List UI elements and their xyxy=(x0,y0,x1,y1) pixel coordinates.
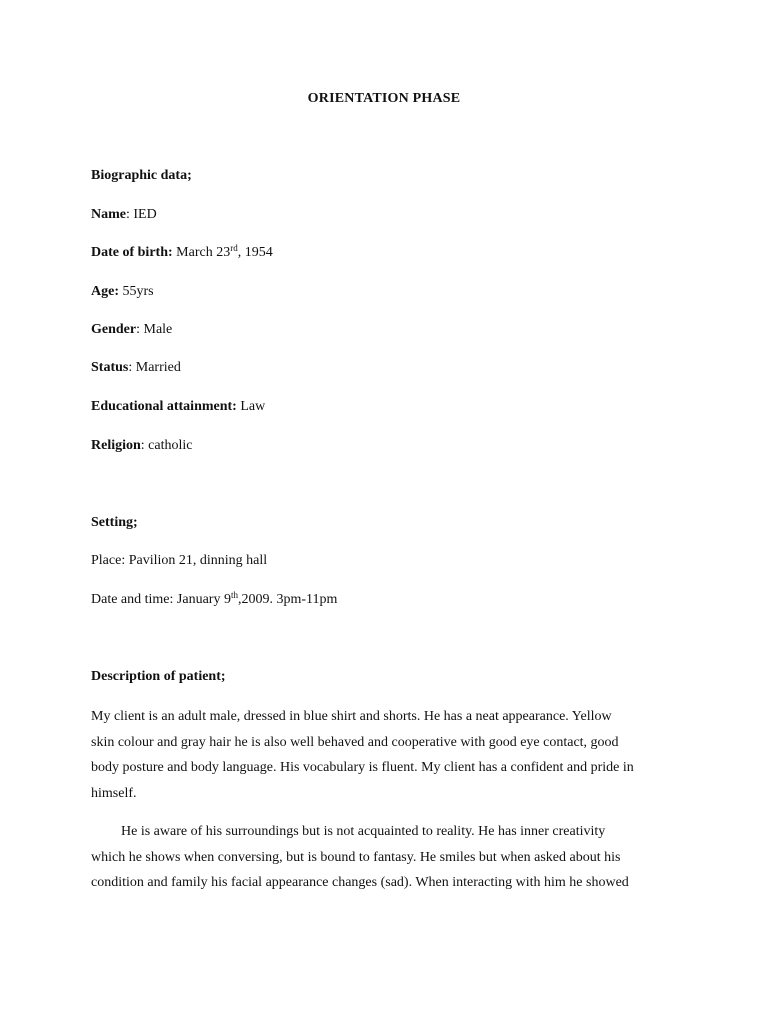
description-heading: Description of patient; xyxy=(91,669,226,684)
paragraph-line: condition and family his facial appearance changes (sad). When interacting with him he showed xyxy=(91,875,629,890)
paragraph-line: which he shows when conversing, but is bound to fantasy. He smiles but when asked about his xyxy=(91,849,621,865)
datetime-pre: Date and time: January 9 xyxy=(91,592,231,607)
description-paragraph-1 xyxy=(91,704,671,806)
field-age-label: Age: xyxy=(91,284,119,299)
field-name xyxy=(91,206,157,224)
paragraph-line: body posture and body language. His vocabulary is fluent. My client has a confident and pride in xyxy=(91,760,634,775)
field-dob-ordinal: rd xyxy=(230,243,238,254)
field-gender-value: Male xyxy=(140,322,173,337)
paragraph-line: My client is an adult male, dressed in blue shirt and shorts. He has a neat appearance. Yellow xyxy=(91,709,612,724)
field-gender-sep: : xyxy=(136,322,140,337)
field-age-value: 55yrs xyxy=(119,284,154,299)
field-religion-label: Religion xyxy=(91,438,141,453)
setting-datetime xyxy=(91,591,337,609)
field-dob-year: , 1954 xyxy=(237,245,273,260)
paragraph-line: He is aware of his surroundings but is not acquainted to reality. He has inner creativity xyxy=(121,824,606,839)
biographic-heading: Biographic data; xyxy=(91,168,192,183)
field-education xyxy=(91,398,265,416)
field-education-value: Law xyxy=(236,399,266,414)
field-dob xyxy=(91,244,273,262)
field-age xyxy=(91,283,154,301)
field-religion-sep: : xyxy=(140,438,145,453)
field-status-sep: : xyxy=(128,360,133,375)
field-gender-label: Gender xyxy=(91,322,137,337)
document-title: ORIENTATION PHASE xyxy=(307,91,461,106)
field-dob-label: Date of birth: xyxy=(91,245,173,260)
field-status-label: Status xyxy=(91,360,129,375)
field-education-label: Educational attainment: xyxy=(91,399,237,414)
field-status xyxy=(91,359,181,377)
datetime-ordinal: th xyxy=(230,590,238,601)
setting-heading: Setting; xyxy=(91,515,138,530)
field-name-value: IED xyxy=(129,207,157,222)
description-paragraph-2 xyxy=(91,819,671,896)
field-name-sep: : xyxy=(126,207,130,222)
field-name-label: Name xyxy=(91,207,126,222)
datetime-post: ,2009. 3pm-11pm xyxy=(237,592,338,607)
field-dob-value: March 23 xyxy=(172,245,231,260)
field-religion-value: catholic xyxy=(144,438,193,453)
field-religion xyxy=(91,437,192,455)
paragraph-line: himself. xyxy=(91,785,137,801)
paragraph-line: skin colour and gray hair he is also well behaved and cooperative with good eye contact, good xyxy=(91,734,619,750)
field-status-value: Married xyxy=(132,360,181,375)
field-gender xyxy=(91,321,172,339)
setting-place: Place: Pavilion 21, dinning hall xyxy=(91,553,268,568)
